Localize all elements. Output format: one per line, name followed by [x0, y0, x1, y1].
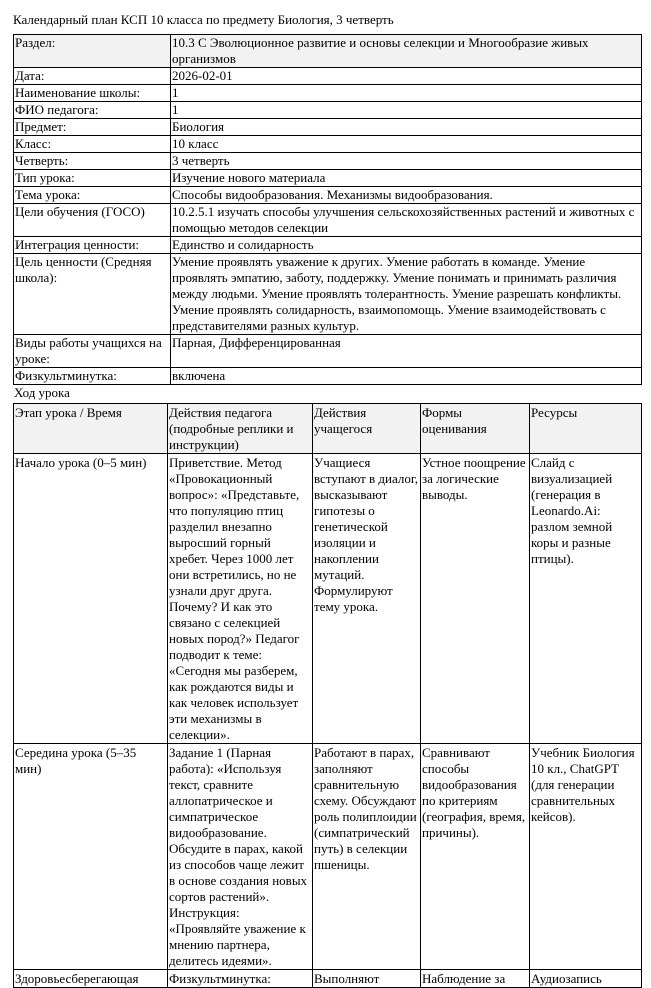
info-value: Парная, Дифференцированная — [171, 335, 642, 368]
info-value: Изучение нового материала — [171, 170, 642, 187]
info-key: Интеграция ценности: — [14, 237, 171, 254]
info-row-school — [14, 85, 642, 102]
teacher-actions-cell: Физкультминутка: — [168, 970, 313, 988]
info-key: Физкультминутка: — [14, 368, 171, 385]
lesson-info-table — [13, 34, 642, 385]
student-actions-cell: Выполняют — [313, 970, 421, 988]
info-value: 3 четверть — [171, 153, 642, 170]
info-value: 10.3 С Эволюционное развитие и основы селекции и Многообразие живых организмов — [171, 35, 642, 68]
info-key: ФИО педагога: — [14, 102, 171, 119]
info-row-teacher — [14, 102, 642, 119]
info-key: Четверть: — [14, 153, 171, 170]
info-row-class — [14, 136, 642, 153]
stage-cell: Начало урока (0–5 мин) — [14, 454, 168, 744]
info-key: Наименование школы: — [14, 85, 171, 102]
resources-cell: Аудиозапись — [530, 970, 642, 988]
plan-row-beginning — [14, 454, 642, 744]
info-row-lesson-type — [14, 170, 642, 187]
info-key: Предмет: — [14, 119, 171, 136]
info-value: Биология — [171, 119, 642, 136]
info-value: 10 класс — [171, 136, 642, 153]
column-header-stage: Этап урока / Время — [14, 404, 168, 454]
info-key: Цели обучения (ГОСО) — [14, 204, 171, 237]
lesson-plan-table — [13, 403, 642, 988]
assessment-cell: Устное поощрение за логические выводы. — [421, 454, 530, 744]
plan-header-row — [14, 404, 642, 454]
lesson-flow-heading: Ход урока — [14, 385, 70, 400]
info-value: Умение проявлять уважение к других. Умение работать в команде. Умение проявлять эмпатию, заботу, поддержку. Умение понимать и принимать различия между людьми. Умение проявлять толерантность. Умение разрешать конфликты. Умение проявлять солидарность, взаимопомощь. Умение взаимодействовать с представителями разных культур. — [171, 254, 642, 335]
student-actions-cell: Работают в парах, заполняют сравнительную схему. Обсуждают роль полиплоидии (симпатрический путь) в селекции пшеницы. — [313, 744, 421, 970]
resources-cell: Учебник Биология 10 кл., ChatGPT (для генерации сравнительных кейсов). — [530, 744, 642, 970]
info-key: Дата: — [14, 68, 171, 85]
info-value: 1 — [171, 102, 642, 119]
info-row-date — [14, 68, 642, 85]
info-key: Тип урока: — [14, 170, 171, 187]
resources-cell: Слайд с визуализацией (генерация в Leonardo.Ai: разлом земной коры и разные птицы). — [530, 454, 642, 744]
info-row-subject — [14, 119, 642, 136]
info-row-value-goal — [14, 254, 642, 335]
info-row-value-integration — [14, 237, 642, 254]
info-row-physical-break — [14, 368, 642, 385]
info-key: Класс: — [14, 136, 171, 153]
info-value: Способы видообразования. Механизмы видообразования. — [171, 187, 642, 204]
column-header-teacher-actions: Действия педагога (подробные реплики и инструкции) — [168, 404, 313, 454]
info-key: Раздел: — [14, 35, 171, 68]
info-value: 2026-02-01 — [171, 68, 642, 85]
info-row-lesson-topic — [14, 187, 642, 204]
info-key: Виды работы учащихся на уроке: — [14, 335, 171, 368]
stage-cell: Здоровьесберегающая — [14, 970, 168, 988]
info-row-learning-goals — [14, 204, 642, 237]
info-key: Цель ценности (Средняя школа): — [14, 254, 171, 335]
assessment-cell: Наблюдение за — [421, 970, 530, 988]
stage-cell: Середина урока (5–35 мин) — [14, 744, 168, 970]
document-title: Календарный план КСП 10 класса по предмету Биология, 3 четверть — [13, 12, 394, 27]
teacher-actions-cell: Приветствие. Метод «Провокационный вопрос»: «Представьте, что популяцию птиц разделил внезапно выросший горный хребет. Через 1000 лет они встретились, но не узнали друг друга. Почему? И как это связано с селекцией новых пород?» Педагог подводит к теме: «Сегодня мы разберем, как рождаются виды и как человек использует эти механизмы в селекции». — [168, 454, 313, 744]
plan-row-middle — [14, 744, 642, 970]
info-value: 1 — [171, 85, 642, 102]
student-actions-cell: Учащиеся вступают в диалог, высказывают гипотезы о генетической изоляции и накоплении мутаций. Формулируют тему урока. — [313, 454, 421, 744]
column-header-resources: Ресурсы — [530, 404, 642, 454]
info-row-work-types — [14, 335, 642, 368]
info-row-section — [14, 35, 642, 68]
column-header-assessment: Формы оценивания — [421, 404, 530, 454]
info-value: Единство и солидарность — [171, 237, 642, 254]
teacher-actions-cell: Задание 1 (Парная работа): «Используя текст, сравните аллопатрическое и симпатрическое видообразование. Обсудите в парах, какой из способов чаще лежит в основе создания новых сортов растений». Инструкция: «Проявляйте уважение к мнению партнера, делитесь идеями». — [168, 744, 313, 970]
column-header-student-actions: Действия учащегося — [313, 404, 421, 454]
info-value: 10.2.5.1 изучать способы улучшения сельскохозяйственных растений и животных с помощью методов селекции — [171, 204, 642, 237]
info-value: включена — [171, 368, 642, 385]
assessment-cell: Сравнивают способы видообразования по критериям (география, время, причины). — [421, 744, 530, 970]
info-key: Тема урока: — [14, 187, 171, 204]
info-row-quarter — [14, 153, 642, 170]
